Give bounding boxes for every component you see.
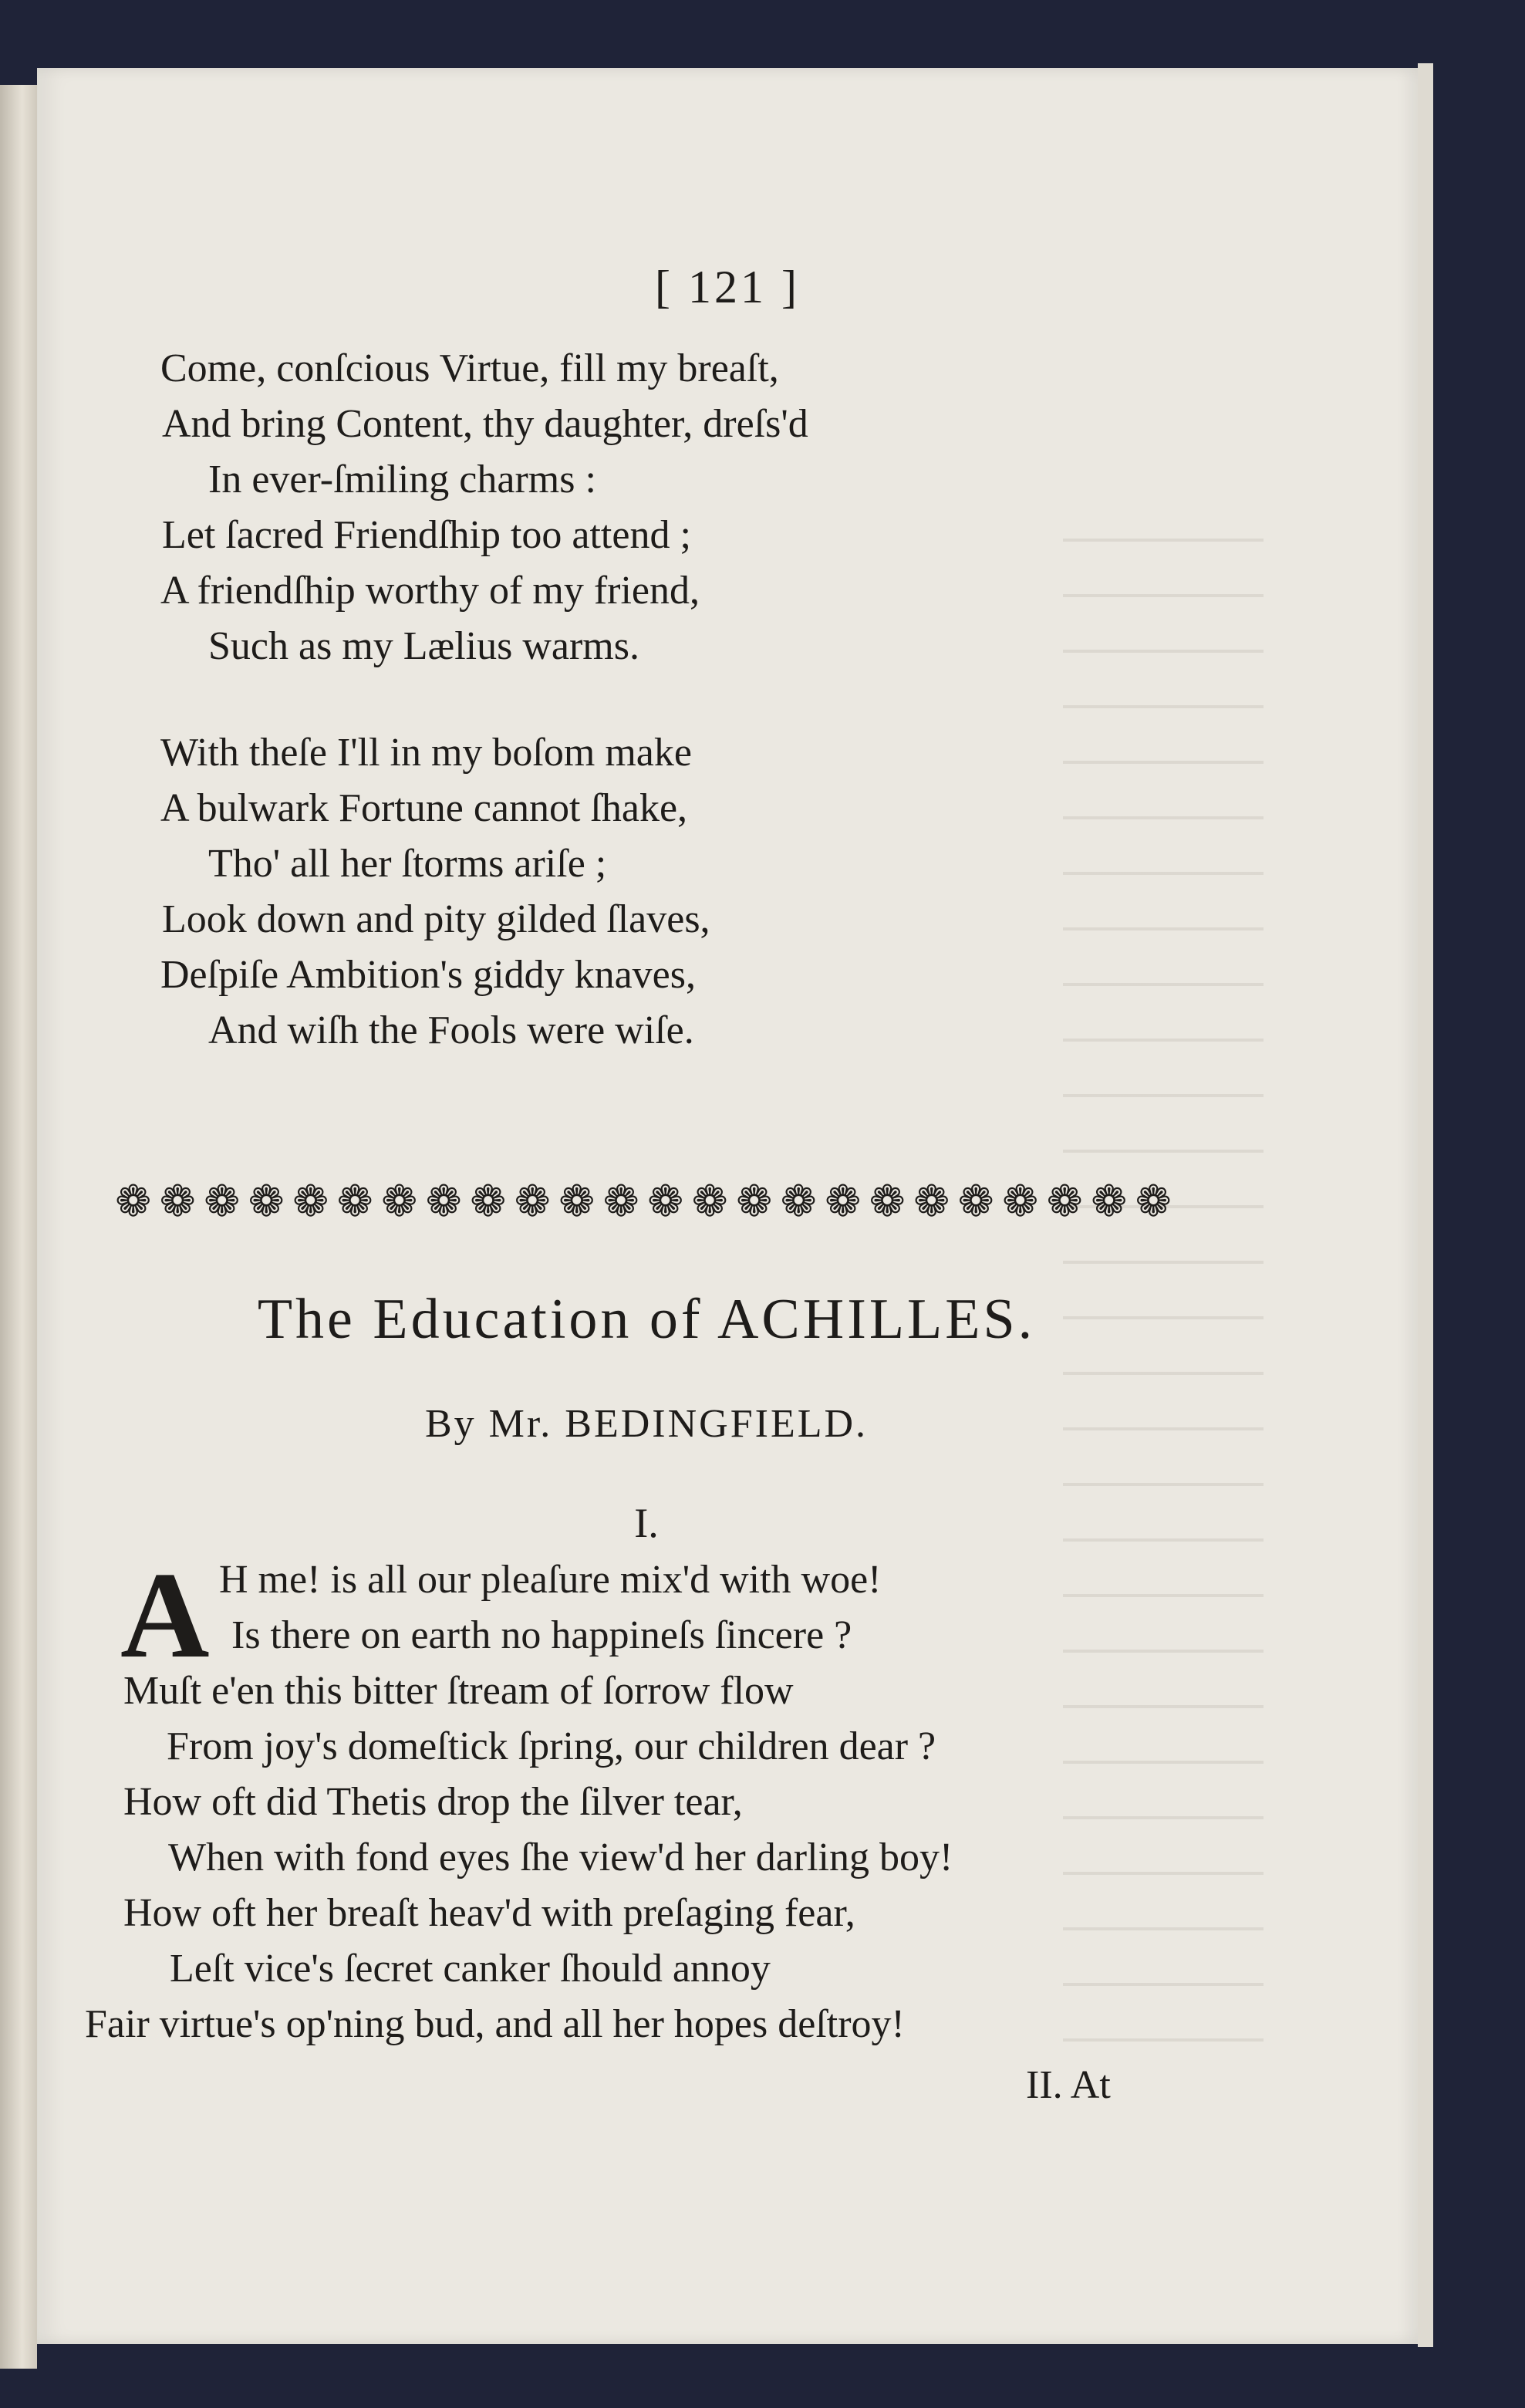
poem-line: A bulwark Fortune cannot ſhake, — [160, 786, 688, 830]
bleed-through-shadow — [1063, 500, 1264, 2043]
catchword: II. At — [1026, 2063, 1111, 2107]
facing-page-edge — [0, 85, 37, 2369]
poem-line: Is there on earth no happineſs ſincere ? — [231, 1613, 852, 1657]
poem-line: And bring Content, thy daughter, dreſs'd — [162, 402, 808, 446]
rosette-ornament: ❁ — [159, 1177, 196, 1227]
rosette-ornament: ❁ — [381, 1177, 418, 1227]
rosette-ornament: ❁ — [115, 1177, 152, 1227]
rosette-ornament: ❁ — [913, 1177, 950, 1227]
poem-line: Muſt e'en this bitter ſtream of ſorrow flow — [123, 1669, 794, 1713]
rosette-ornament: ❁ — [957, 1177, 994, 1227]
rosette-ornament: ❁ — [470, 1177, 507, 1227]
rosette-ornament: ❁ — [602, 1177, 639, 1227]
poem-line: And wiſh the Fools were wiſe. — [208, 1008, 694, 1052]
poem-line: Such as my Lælius warms. — [208, 624, 639, 668]
rosette-ornament: ❁ — [514, 1177, 551, 1227]
poem-line: Deſpiſe Ambition's giddy knaves, — [160, 953, 696, 997]
poem-line: Tho' all her ſtorms ariſe ; — [208, 842, 607, 886]
rosette-ornament: ❁ — [1135, 1177, 1172, 1227]
author-byline: By Mr. BEDINGFIELD. — [424, 1402, 869, 1446]
poem-line: A friendſhip worthy of my friend, — [160, 569, 700, 613]
page-number: [ 121 ] — [655, 262, 800, 312]
poem-line: Look down and pity gilded ſlaves, — [162, 897, 710, 941]
poem-line: With theſe I'll in my boſom make — [160, 731, 692, 775]
rosette-ornament: ❁ — [647, 1177, 684, 1227]
poem-line: When with fond eyes ſhe view'd her darling boy! — [168, 1836, 953, 1879]
poem-line: In ever-ſmiling charms : — [208, 458, 596, 502]
rosette-ornament: ❁ — [736, 1177, 773, 1227]
rosette-ornament: ❁ — [691, 1177, 728, 1227]
drop-cap: A — [120, 1546, 210, 1684]
poem-line: How oft her breaſt heav'd with preſaging fear, — [123, 1891, 855, 1935]
poem-line: Leſt vice's ſecret canker ſhould annoy — [170, 1947, 771, 1991]
rosette-ornament: ❁ — [292, 1177, 329, 1227]
section-numeral: I. — [634, 1500, 659, 1546]
rosette-ornament: ❁ — [780, 1177, 817, 1227]
book-page — [37, 68, 1418, 2344]
rosette-ornament: ❁ — [1002, 1177, 1039, 1227]
poem-line: H me! is all our pleaſure mix'd with woe! — [219, 1558, 882, 1602]
rosette-ornament: ❁ — [558, 1177, 595, 1227]
rosette-ornament: ❁ — [336, 1177, 373, 1227]
poem-line: Come, conſcious Virtue, fill my breaſt, — [160, 346, 779, 390]
poem-line: Fair virtue's op'ning bud, and all her hopes deſtroy! — [85, 2002, 905, 2046]
poem-line: Let ſacred Friendſhip too attend ; — [162, 513, 691, 557]
rosette-ornament: ❁ — [869, 1177, 906, 1227]
rosette-ornament: ❁ — [1091, 1177, 1128, 1227]
poem-title: The Education of ACHILLES. — [257, 1288, 1036, 1351]
poem-line: From joy's domeſtick ſpring, our children dear ? — [167, 1724, 936, 1768]
rosette-ornament: ❁ — [204, 1177, 241, 1227]
rosette-ornament: ❁ — [1046, 1177, 1083, 1227]
rosette-ornament: ❁ — [825, 1177, 862, 1227]
rosette-ornament: ❁ — [425, 1177, 462, 1227]
poem-line: How oft did Thetis drop the ſilver tear, — [123, 1780, 743, 1824]
rosette-ornament: ❁ — [248, 1177, 285, 1227]
ornamental-divider — [111, 1177, 1191, 1231]
